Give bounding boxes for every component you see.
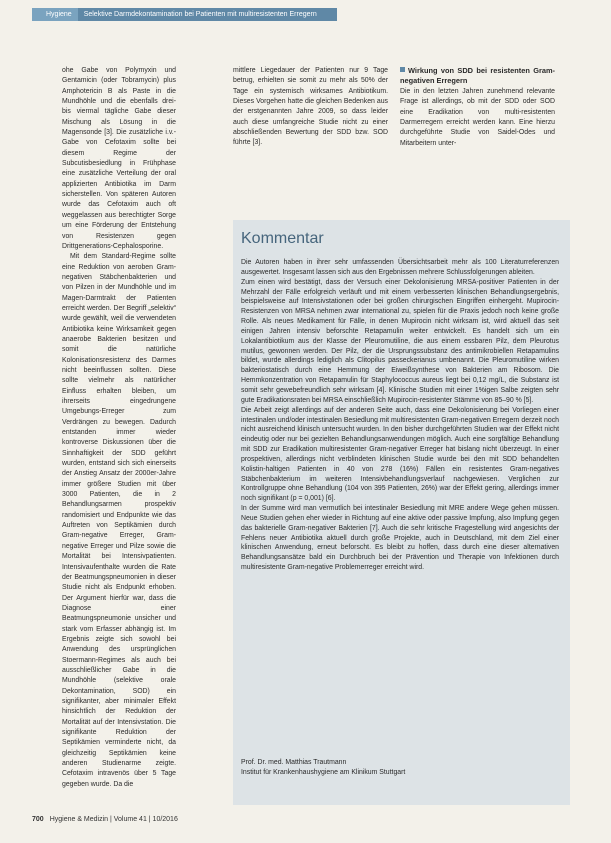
section-subheading	[400, 66, 555, 87]
running-header	[32, 8, 337, 21]
header-section: Hygiene	[32, 8, 78, 21]
col2-paragraph-1: mittlere Liegedauer der Patienten nur 9 Tage betrug, erhielten sie somit zu mehr als 50% der Tage ein systemisch wirksames Antibiotikum. Dieses Vorgehen hatte die gleichen Bedenken aus der erstgenannten Jahre 2009, so dass leider auch diese umfangreiche Studie nicht zu einer abschließenden Bewertung der SDD bzw. SOD führte [3].	[233, 67, 388, 147]
header-title: Selektive Darmdekontamination bei Patienten mit multiresistenten Erregern	[83, 11, 317, 18]
col1-paragraph-1: ohe Gabe von Polymyxin und Gentamicin (oder Tobramycin) plus Amphotericin B als Paste in die Mundhöhle und die ebenfalls drei- bis viermal tägliche Gabe dieser Mischung als Lösung in die Magensonde [3]. Die zusätzliche i.v.-Gabe von Cefotaxim sollte bei diesem Regime der Subcutisbesiedlung in Frühphase eine zusätzliche Verteilung der oral applizierten Antibiotika im Darm sicherstellen. Von späteren Autoren wurde das Cefotaxim auch oft weggelassen aus berechtigter Sorge um eine Förderung der Entstehung von Resistenzen gegen Drittgenerations-Cephalosporine.	[62, 67, 176, 250]
kommentar-box	[233, 220, 570, 805]
kommentar-author	[241, 758, 559, 778]
journal-info: Hygiene & Medizin | Volume 41 | 10/2016	[49, 816, 178, 823]
subheading-text: Wirkung von SDD bei resistenten Gram-negativen Erregern	[400, 66, 555, 86]
author-name: Prof. Dr. med. Matthias Trautmann	[241, 759, 347, 766]
column-1	[62, 66, 176, 790]
col3-paragraph-1: Die in den letzten Jahren zunehmend relevante Frage ist allerdings, ob mit der SDD oder SOD eine Eradikation von multi-resistenten Darmerregern erreicht werden kann. Eine hierzu durchgeführte Studie von Saidel-Odes und Mitarbeitern unter-	[400, 87, 555, 147]
col1-paragraph-2: Mit dem Standard-Regime sollte eine Reduktion von aeroben Gram-negativen Stäbchenbakterien und von Pilzen in der Mundhöhle und im Magen-Darmtrakt der Patienten erreicht werden. Der Begriff „selektiv“ wurde gewählt, weil die verwendeten Antibiotika keine Wirksamkeit gegen anaerobe Bakterien besitzen und somit die natürliche Kolonisationsresistenz des Darmes nicht beeinflussen sollten. Diese sollte vielmehr als natürlicher Einfluss erhalten bleiben, um ihrerseits eingedrungene Umgebungs-Erreger zum Verdrängen zu bewegen. Dadurch entstanden immer wieder kontroverse Diskussionen über die Sinnhaftigkeit der SDD geführt wurden, entstand sich sich einerseits der Anstieg Ansatz der 2000er-Jahre immer größere Studien mit über 3000 Patienten, die in 2 Behandlungsarmen prospektiv randomisiert und Endpunkte wie das Auftreten von Septikämien durch Gram-negative Erreger, Gram-negative Erreger und Pilze sowie die Mortalität bei Intensivpatienten. Intensivaufenthalte wurden die Rate der Beatmungspneumonien in dieser Studie nicht als Endpunkt erhoben. Der Argument hierfür war, dass die Diagnose einer Beatmungspneumonie unsicher und stark vom Erfasser abhängig ist. Im Ergebnis zeigte sich sowohl bei Anwendung des ursprünglichen Stoermann-Regimes als auch bei ausschließlicher Gabe in die Mundhöhle (selektive orale Dekontamination, SOD) ein signifikanter, aber minimaler Effekt hinsichtlich der Reduktion der Mortalität auf der Intensivstation. Die signifikante Reduktion der Septikämien verminderte nicht, da gleichzeitig Septikämien keine anderen Studienarme zeigte. Cefotaxim intravenös über 5 Tage gegeben wurde. Da die	[62, 253, 176, 788]
kommentar-paragraph-2: Zum einen wird bestätigt, dass der Versuch einer Dekolonisierung MRSA-positiver Patienten in der Mehrzahl der Fälle erfolgreich verläuft und mit einem verbesserten klinischen Behandlungsergebnis, beispielsweise auf Intensivstationen oder bei großen chirurgischen Eingriffen einhergeht. Mupirocin-Resistenzen von MRSA nehmen zwar international zu, spielen für die Praxis jedoch noch keine große Rolle. Als neues Medikament für Fälle, in denen Mupirocin nicht wirksam ist, wird aktuell das seit einigen Jahren intensiv beforschte Retapamulin weiter entwickelt. Es handelt sich um ein Lokalantibiotikum aus der Klasse der Pleuromutiline, die aus einem essbaren Pilz, dem Pleurotus mutilus, gewonnen werden. Der Pilz, der die Ursprungssubstanz des antimikrobiellen Retapamulins bildet, wurde allerdings lediglich als Clitopilus passeckerianus umbenannt. Die Pleuromutiline wirken bakteriostatisch durch eine Hemmung der Eiweißsynthese von Bakterien am Ribosom. Die Hemmkonzentration von Retapamulin für Staphylococcus aureus liegt bei 0,12 mg/L, die Substanz ist somit sehr gewebefreundlich sehr wirksam [4]. Klinische Studien mit einer 1%igen Salbe zeigten sehr gute Eradikationsraten bei MRSA einschließlich Mupirocin-resistenter Stämme von 85–90 % [5].	[241, 278, 559, 404]
kommentar-heading: Kommentar	[241, 230, 324, 247]
column-2	[233, 66, 388, 149]
page-footer	[32, 816, 178, 823]
kommentar-paragraph-4: In der Summe wird man vermutlich bei intestinaler Besiedlung mit MRE andere Wege gehen müssen. Neue Studien gehen eher wieder in Richtung auf eine aktive oder passive Impfung, also Impfung gegen das bakterielle Gram-negativer Bakterien [7]. Auch die sehr kritische Fragestellung wird angesichts der Fehlens neuer Antibiotika aktuell durch große Projekte, auch in Deutschland, mit dem Ziel einer klinischen Anwendung, erneut beforscht. Es bleibt zu hoffen, dass durch eine dieser alternativen Behandlungsansätze bald ein Durchbruch bei der Prävention und Therapie von Infektionen durch multiresistente Gram-negative Problemerreger erreicht wird.	[241, 505, 559, 572]
kommentar-body	[241, 258, 559, 573]
kommentar-paragraph-1: Die Autoren haben in ihrer sehr umfassenden Übersichtsarbeit mehr als 100 Literaturreferenzen ausgewertet. Insgesamt lassen sich aus den Ergebnissen mehrere Schlussfolgerungen ableiten.	[241, 259, 559, 276]
author-affiliation: Institut für Krankenhaushygiene am Klinikum Stuttgart	[241, 769, 406, 776]
square-bullet-icon	[400, 67, 405, 72]
column-3	[400, 66, 555, 149]
page-number: 700	[32, 816, 44, 823]
kommentar-paragraph-3: Die Arbeit zeigt allerdings auf der anderen Seite auch, dass eine Dekolonisierung bei Vorliegen einer intestinalen und/oder intestinalen Besiedlung mit multiresistenten Gram-negativen Erregern derzeit noch nicht ausreichend klinisch untersucht wurden. In den bisher durchgeführten Studien war der Effekt nicht eindeutig oder nur bei gezielten Behandlungsanwendungen möglich. Auch eine sorgfältige Behandlung mit SDD zur Eradikation multiresistenter Gram-negativer Erreger hat bislang nicht überzeugt. In einer prospektiven, allerdings nicht verblindeten klinischen Studie wurde bei den mit SDD behandelten Kolistin-haltigen Patienten in 40 von 278 (16%) Fällen ein resistentes Gram-negatives Stäbchenbakterium im weiteren Intensivbehandlungsverlauf nachgewiesen. Verglichen zur Kontrollgruppe ohne Behandlung (104 von 395 Patienten, 26%) war der Effekt gering, allerdings immer noch signifikant (p = 0,001) [6].	[241, 406, 559, 503]
